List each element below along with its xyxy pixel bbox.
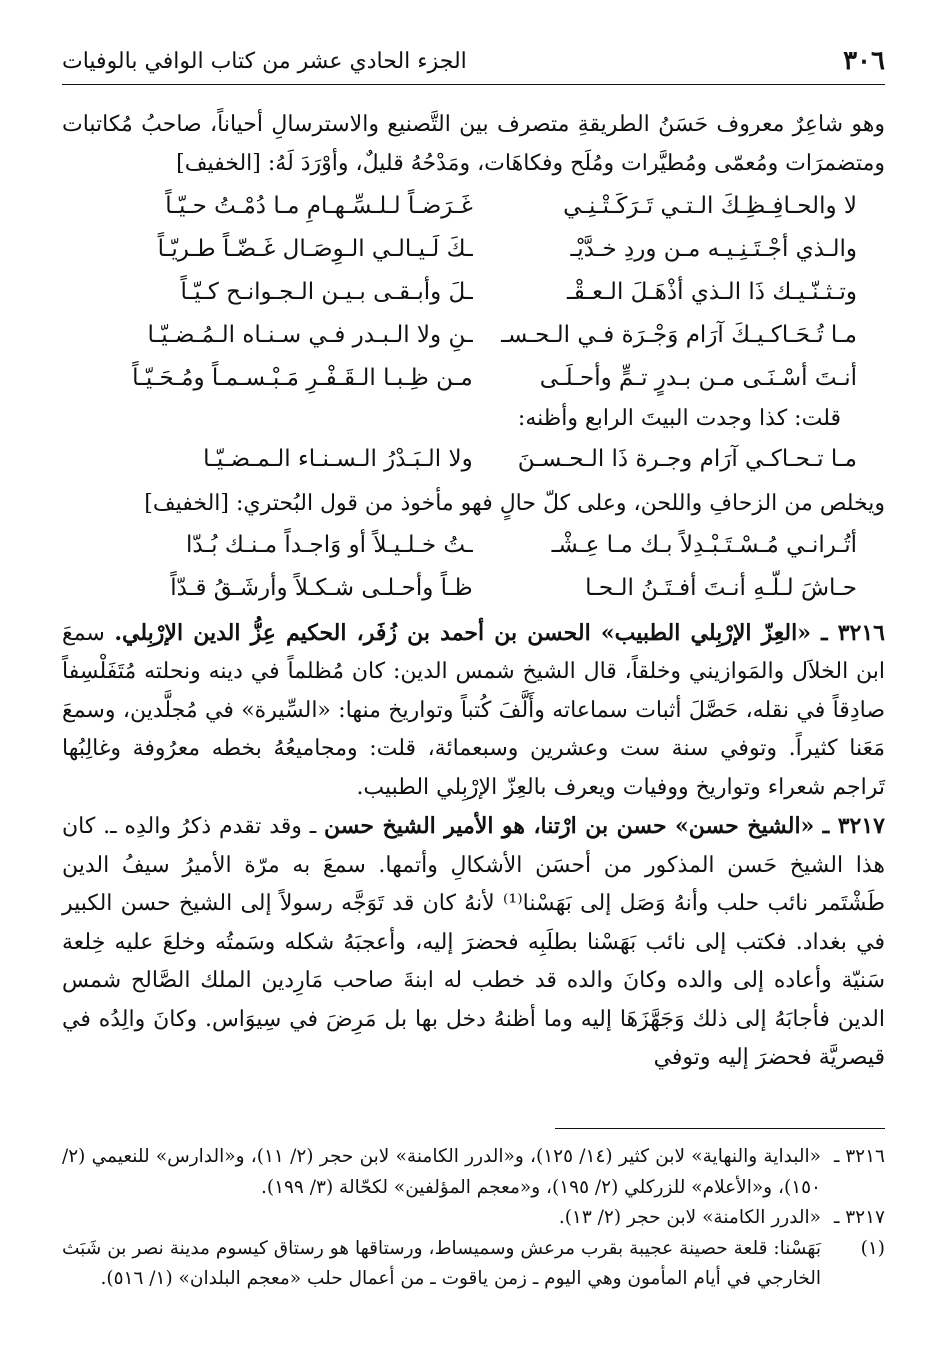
intro-paragraph: وهو شاعِرٌ معروف حَسَنُ الطريقةِ متصرف بين التَّصنيع والاسترسالِ أحياناً، صاحبُ مُكاتبات ومتضمرَات ومُعمّى ومُطيَّرات ومُلَح وفكاهَات، ومَدْحُهُ قليلٌ، وأوْرَدَ لَهُ: [الخفيف] (62, 112, 885, 176)
poem-3 (62, 524, 885, 610)
entry-3216-body: سمعَ ابن الخلاَل والمَوازيني وخلقاً، قال الشيخ شمس الدين: كان مُظلماً في دينه ونحلته مُتَفَلْسِفاً صادِقاً في نقله، حَصَّلَ أثبات سماعاته وأَلَّفَ كُتباً وتواريخ منها: «السِّيرة» في مُجلَّدين، وسمعَ مَعَنا كثيراً. وتوفي سنة ست وعشرين وسبعمائة، قلت: ومجاميعُهُ بخطه معرُوفة وغالِبُها تَراجم شعراء وتواريخ ووفيات ويعرف بالعِزّ الإرْبِلي الطبيب. (62, 620, 885, 800)
verse-first-hemistich: مـا تُـحَـاكـيـكَ آرَام وَجْـرَة فـي الـحـسـ (501, 322, 857, 348)
entry-3217-body: كان هذا الشيخ حَسن المذكور من أحسَن الأشكالِ وأتمها. سمعَ به مرّة الأميرُ سيفُ الدين طَشْتَمر نائب حلب وأنهُ وَصَل إلى بَهَسْنا⁽¹⁾ لأنهُ كان قد تَوَجَّه رسولاً إلى الشيخ حسن الكبير في بغداد. فكتب إلى نائب بَهَسْنا بطلَبِه فحضرَ إليه، وأعجبَهُ شكله وسَمتُه وخلعَ عليه خِلعة سَنيّة وأعاده إلى والده وكانَ والده قد خطب له ابنةَ صاحب مَارِدين الملك الصَّالح شمس الدين فأجابَهُ إلى ذلك وَجَهَّزَهَا إليه وما أظنهُ دخل بها بل مَرِضَ في سِيوَاس. وكانَ والِدُه في قيصريَّة فحضرَ إليه وتوفي (62, 814, 885, 1070)
entry-3216 (62, 614, 885, 808)
verse-first-hemistich: مـا تـحـاكـي آرَام وجـرة ذَا الـحـسـنَ (517, 446, 857, 472)
footnote-number: ٣٢١٧ ـ (833, 1207, 885, 1228)
page-header (62, 38, 885, 85)
footnote-text: «البداية والنهاية» لابن كثير (١٤/ ١٢٥)، و«الدرر الكامنة» لابن حجر (٢/ ١١)، و«الدارس» للنعيمي (٢/ ١٥٠)، و«الأعلام» للزركلي (٢/ ١٩٥)، و«معجم المؤلفين» لكحّالة (٣/ ١٩٩). (62, 1146, 821, 1198)
verse-line (62, 314, 885, 357)
verse-second-hemistich: ظـاً وأحـلـى شـكـلاً وأرشَـقُ قـدّاً (170, 574, 473, 601)
footnote (62, 1142, 885, 1203)
verse-line (62, 228, 885, 271)
footnotes (62, 1142, 885, 1295)
author-note: قلت: كذا وجدت البيتَ الرابع وأظنه: (517, 406, 841, 431)
verse-line (62, 567, 885, 610)
footnote-separator (555, 1128, 885, 1129)
running-title: الجزء الحادي عشر من كتاب الوافي بالوفيات (62, 48, 467, 74)
footnote-number: ٣٢١٦ ـ (833, 1146, 885, 1167)
verse-first-hemistich: أتُـرانـي مُـسْـتَـبْـدِلاً بـك مـا عِـشْـ (551, 531, 857, 558)
verse-line (62, 357, 885, 400)
verse-second-hemistich: غَـرَضـاً لـلـسِّـهـامِ مـا دُمْـتُ حـيّـاً (165, 193, 473, 219)
verse-second-hemistich: ـكَ لَـيـالـي الـوِصَـال غَـضّـاً طـريّـاً (157, 236, 473, 262)
verse-second-hemistich: ـنِ ولا الـبـدر فـي سـنـاه الـمُـضـيّـا (147, 322, 473, 348)
verse-second-hemistich: ولا الـبَـدْرُ الـسـنـاء الـمـضـيّـا (203, 446, 473, 472)
entry-3217-title: ٣٢١٧ ـ «الشيخ حسن» حسن بن ارْتنا، هو الأمير الشيخ حسن (324, 813, 885, 839)
verse-first-hemistich: وتـثـنّـيـك ذَا الـذي أذْهَـلَ الـعـقْـ (566, 279, 857, 305)
verse-first-hemistich: حـاشَ لـلّـهِ أنـتَ أفـتَـنُ الـحـا (585, 574, 857, 601)
verse-second-hemistich: ـتُ خـلـيـلاً أو وَاجـداً مـنـك بُـدّا (185, 531, 473, 558)
verse-line (62, 524, 885, 567)
verse-first-hemistich: لا والحـافِـظِـكَ الـتـي تَـرَكَـتْـنِـي (563, 193, 857, 219)
poem-1 (62, 185, 885, 400)
verse-second-hemistich: مـن ظِـبـا الـقَـفْـرِ مَـبْـسـمـاً ومُـحَـيّـاً (132, 365, 473, 391)
poem-2 (62, 438, 885, 481)
verse-line (62, 185, 885, 228)
verse-line (62, 271, 885, 314)
entry-3216-title: ٣٢١٦ ـ «العِزّ الإرْبِلي الطبيب» الحسن بن أحمد بن زُفَر، الحكيم عِزُّ الدين الإرْبِلي. (114, 619, 885, 646)
bridge-paragraph: ويخلص من الزحافِ واللحن، وعلى كلّ حالٍ فهو مأخوذ من قول البُحتري: [الخفيف] (144, 491, 885, 516)
verse-line (62, 438, 885, 481)
entry-3217 (62, 807, 885, 1078)
main-text (62, 106, 885, 1078)
verse-first-hemistich: أنـتَ أسْـنَـى مـن بـدرٍ تـمٍّ وأحـلَـى (539, 365, 857, 391)
verse-second-hemistich: ـلَ وأبـقـى بـيـن الـجـوانـح كـيّـاً (180, 279, 473, 305)
footnote-number: (١) (860, 1237, 885, 1259)
verse-first-hemistich: والـذي أجْـتَـنِـيـه مـن وردِ خـدَّيْـ (570, 236, 857, 262)
footnote (62, 1234, 885, 1295)
footnote-text: بَهَسْنا: قلعة حصينة عجيبة بقرب مرعش وسميساط، ورستاقها هو رستاق كيسوم مدينة نصر بن شَبَث الخارجي في أيام المأمون وهي اليوم ـ زمن ياقوت ـ من أعمال حلب «معجم البلدان» (١/ ٥١٦). (62, 1237, 821, 1289)
footnote (62, 1203, 885, 1234)
footnote-text: «الدرر الكامنة» لابن حجر (٢/ ١٣). (558, 1207, 821, 1228)
page-number: ٣٠٦ (843, 46, 885, 76)
entry-3217-title-tail: ـ وقد تقدم ذكرُ والدِه ـ. (103, 814, 317, 839)
